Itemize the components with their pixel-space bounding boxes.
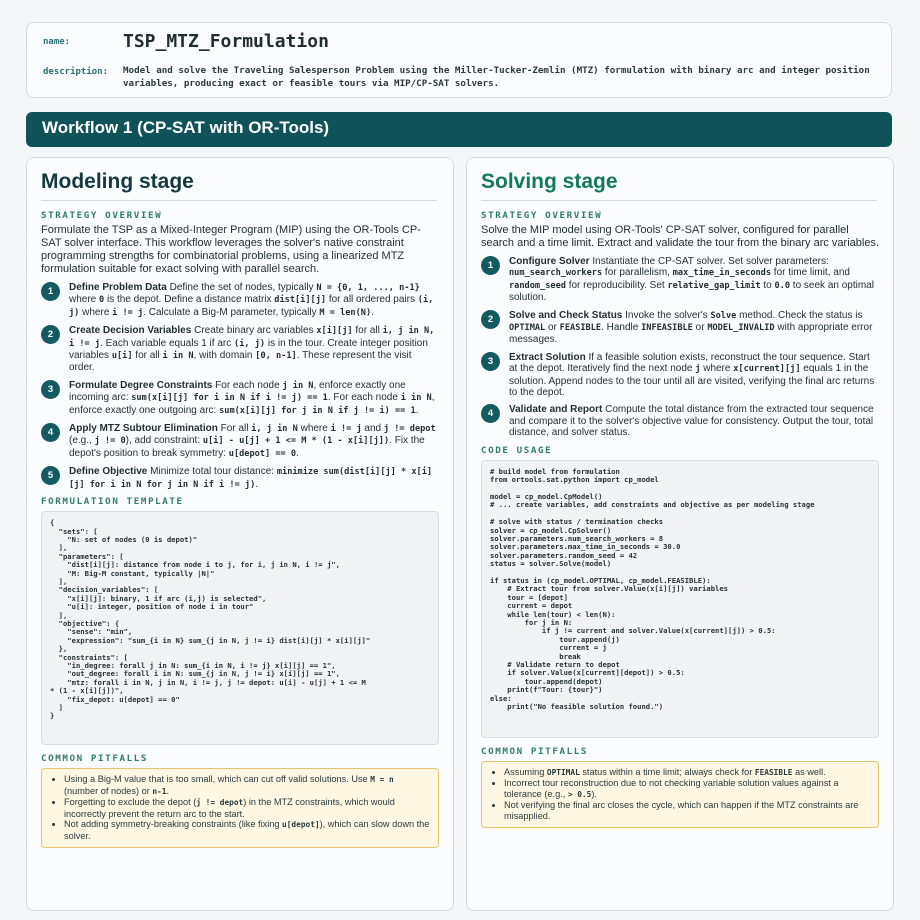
inline-code: u[i] [111,351,133,362]
inline-text: . For each node [327,392,401,404]
pitfalls-box [481,761,879,828]
inline-code: dist[i][j] [274,295,327,306]
workflow-step [41,282,439,319]
inline-text: for all [132,350,163,362]
workflow-step [41,423,439,460]
inline-text: ). [591,788,597,799]
pitfall-item [504,767,870,779]
inline-text: (number of nodes) or [64,785,153,796]
inline-text: Compute the total distance from the extracted tour sequence and compare it to the solver's objective value for consistency. Output the tour, total distance, and solver status. [509,404,874,439]
step-number-badge: 4 [41,423,60,442]
inline-text: Create binary arc variables [191,325,317,337]
inline-code: sum(x[i][j] for j in N if j != i) == 1 [219,405,416,416]
workflow-step [41,325,439,374]
inline-text: Define the set of nodes, typically [166,282,317,293]
inline-text: If a feasible solution exists, reconstruct the tour sequence. Start at the depot. Iteratively find the next node [509,351,870,375]
inline-text: Using a Big-M value that is too small, which can cut off valid solutions. Use [64,774,371,785]
inline-code: i != j [330,424,362,435]
inline-text: . Calculate a Big-M parameter, typically [143,306,320,318]
modeling-stage-title: Modeling stage [41,170,194,193]
formulation-template-code: { "sets": [ "N: set of nodes (0 is depot)" ], "parameters": [ "dist[i][j]: distance from node i to j, for i, j in N, i != j", "M: Big-M constant, typically |N|" ], "decision_variables": [ "x[i][j]: binary, 1 if arc (i,j) is selected", "u[i]: integer, position of node i in tour" ], "objective": { "sense": "min", "expression": "sum_{i in N} sum_{j in N, j != i} dist[i][j] * x[i][j]" }, "constraints": [ "in_degree: forall j in N: sum_{i in N, i != j} x[i][j] == 1", "out_degree: forall i in N: sum_{j in N, j != i} x[i][j] == 1", "mtz: forall i in N, j in N, i != j, j != depot: u[i] - u[j] + 1 <= M * (1 - x[i][j])", "fix_depot: u[depot] == 0" ] } [41,511,439,745]
inline-text: and [361,423,384,435]
inline-code: num_search_workers [509,268,603,279]
inline-code: M = n [370,775,394,785]
workflow-step [481,404,879,438]
inline-code: x[i][j] [316,326,353,337]
inline-text: Forgetting to exclude the depot ( [64,797,197,808]
inline-code: OPTIMAL [546,767,580,777]
inline-text: ), add constraint: [125,435,203,447]
pitfall-item [504,800,870,821]
inline-code: 0 [99,295,105,306]
inline-text: . [166,785,170,796]
inline-text: where [69,294,100,306]
name-key: name: [43,37,71,47]
step-title: Define Problem Data [69,282,167,293]
workflow-banner [26,112,892,147]
pitfall-item [64,774,430,797]
inline-code: n-1 [152,786,167,796]
inline-code: 0.0 [774,280,791,291]
step-number-badge: 3 [481,352,500,371]
inline-code: u[i] - u[j] + 1 <= M * (1 - x[i][j]) [202,436,390,447]
inline-code: relative_gap_limit [667,280,761,291]
modeling-steps-list [41,282,439,491]
inline-code: j != 0 [94,436,126,447]
inline-code: FEASIBLE [754,767,793,777]
step-title: Extract Solution [509,351,586,363]
pitfalls-label: COMMON PITFALLS [41,753,148,765]
inline-text: to seek an optimal solution. [509,279,874,304]
inline-code: OPTIMAL [509,323,546,334]
inline-code: max_time_in_seconds [672,268,772,279]
inline-text: equals 1 in the solution. Append nodes to the tour until all are visited, verifying the final arc returns to the depot. [509,363,875,399]
inline-text: . Fix the depot's position to break symmetry: [69,435,425,459]
inline-text: Assuming [504,766,547,777]
inline-text: with appropriate error messages. [509,322,873,346]
pitfalls-box [41,768,439,848]
step-number-badge: 1 [41,282,60,301]
inline-code: j [695,364,701,375]
inline-text: (e.g., [69,435,95,447]
workflow-step [481,256,879,304]
inline-text: Instantiate the CP-SAT solver. Set solver parameters: [589,256,829,267]
inline-text: ), which can slow down the solver. [64,819,430,842]
inline-text: . Each variable equals 1 if arc [100,337,235,349]
inline-text: , enforce exactly one outgoing arc: [69,392,435,416]
skill-header-card [26,22,892,98]
step-title: Define Objective [69,466,148,478]
formulation-template-label: FORMULATION TEMPLATE [41,496,184,508]
inline-code: M = len(N) [319,307,372,318]
pitfalls-label: COMMON PITFALLS [481,745,588,757]
inline-text: where [700,363,734,375]
strategy-overview-label: STRATEGY OVERVIEW [481,210,603,221]
inline-text: Not adding symmetry-breaking constraints (like fixing [64,819,283,830]
workflow-step [481,310,879,346]
step-title: Configure Solver [509,256,590,267]
inline-text: for parallelism, [602,267,673,279]
inline-code: j != depot [383,424,436,435]
solving-steps-list [481,256,879,439]
divider [41,200,437,201]
inline-text: status within a time limit; always check for [579,766,755,777]
inline-text: is the depot. Define a distance matrix [104,294,275,306]
step-number-badge: 5 [41,466,60,485]
inline-text: method. Check the status is [736,309,863,321]
pitfall-item [504,778,870,800]
step-title: Validate and Report [509,404,603,416]
modeling-stage-panel [26,157,454,911]
inline-code: MODEL_INVALID [707,323,775,334]
inline-code: u[depot] == 0 [228,448,297,459]
inline-text: is in the tour. Create integer position variables [69,337,428,362]
solving-stage-panel [466,157,894,911]
inline-text: as well. [792,766,826,777]
step-number-badge: 1 [481,256,500,275]
step-number-badge: 2 [481,310,500,329]
inline-text: , with domain [193,350,256,362]
inline-code: j != depot [196,798,244,808]
inline-code: i, j in N [251,424,298,435]
divider [481,200,877,201]
inline-text: ) in the MTZ constraints, which would incorrectly prevent the return arc to the start. [64,797,395,819]
step-number-badge: 4 [481,404,500,423]
skill-name: TSP_MTZ_Formulation [123,31,329,52]
inline-code: Solve [710,310,737,321]
inline-text: to [760,279,775,291]
inline-text: . These represent the visit order. [69,350,412,374]
inline-code: FEASIBLE [559,323,602,334]
step-title: Create Decision Variables [69,325,192,337]
inline-text: for reproducibility. Set [565,279,668,291]
inline-text: or [692,322,708,334]
workflow-title: Workflow 1 (CP-SAT with OR-Tools) [42,118,330,137]
inline-text: Invoke the solver's [622,309,711,321]
workflow-step [41,466,439,491]
step-number-badge: 2 [41,325,60,344]
inline-text: for all [352,325,383,337]
inline-text: . Handle [601,322,642,334]
pitfall-item [64,819,430,841]
inline-text: For each node [212,379,283,391]
pitfall-item [64,797,430,819]
inline-text: , enforce exactly one incoming arc: [69,379,406,404]
step-title: Apply MTZ Subtour Elimination [69,423,218,435]
inline-code: (i, j) [69,295,434,318]
inline-text: Minimize total tour distance: [147,466,277,478]
inline-text: where [297,423,331,435]
inline-code: i, j in N, i != j [69,326,435,349]
inline-text: For all [217,423,252,435]
inline-code: random_seed [509,280,566,291]
inline-code: u[depot] [282,820,320,830]
inline-text: for time limit, and [771,267,850,279]
step-title: Formulate Degree Constraints [69,379,213,391]
inline-text: or [545,322,560,334]
inline-code: i in N [162,351,194,362]
code-usage-block: # build model from formulation from ortools.sat.python import cp_model model = cp_model.CpModel() # ... create variables, add constraints and objective as per modeling stage # solve with status / termination checks solver = cp_model.CpSolver() solver.parameters.num_search_workers = 8 solver.parameters.max_time_in_seconds = 30.0 solver.parameters.random_seed = 42 status = solver.Solve(model) if status in (cp_model.OPTIMAL, cp_model.FEASIBLE): # Extract tour from solver.Value(x[i][j]) variables tour = [depot] current = depot while len(tour) < len(N): for j in N: if j != current and solver.Value(x[current][j]) > 0.5: tour.append(j) current = j break # Validate return to depot if solver.Value(x[current][depot]) > 0.5: tour.append(depot) print(f"Tour: {tour}") else: print("No feasible solution found.") [481,460,879,738]
inline-code: i != j [112,307,144,318]
skill-description: Model and solve the Traveling Salesperson Problem using the Miller-Tucker-Zemlin (MTZ) formulation with binary arc and integer position variables, producing exact or feasible tours via MIP/CP-SAT solvers. [123,65,870,89]
inline-text: . [371,306,374,318]
pitfalls-list [64,774,430,842]
inline-code: minimize sum(dist[i][j] * x[i][j] for i in N for j in N if i != j) [69,467,433,490]
inline-code: > 0.5 [567,789,592,799]
inline-code: INFEASIBLE [641,323,693,334]
description-key: description: [43,67,109,77]
inline-code: N = {0, 1, ..., n-1} [316,283,420,293]
code-usage-label: CODE USAGE [481,444,553,456]
inline-code: i in N [400,393,432,404]
inline-text: Not verifying the final arc closes the cycle, which can happen if the MTZ constraints are misapplied. [504,800,859,822]
strategy-overview-text: Solve the MIP model using OR-Tools' CP-SAT solver, configured for parallel search and a time limit. Extract and validate the tour from the binary arc variables. [481,224,880,249]
inline-text: . [415,404,419,416]
strategy-overview-label: STRATEGY OVERVIEW [41,210,163,221]
inline-text: . [255,478,259,490]
workflow-step [41,380,439,417]
inline-text: Incorrect tour reconstruction due to not checking variable solution values against a tolerance (e.g., [504,778,839,799]
inline-code: (i, j) [234,338,266,349]
step-title: Solve and Check Status [509,309,623,321]
inline-text: for all ordered pairs [326,294,418,306]
step-number-badge: 3 [41,380,60,399]
inline-code: j in N [282,380,314,391]
strategy-overview-text: Formulate the TSP as a Mixed-Integer Program (MIP) using the OR-Tools CP-SAT solver interface. This workflow leverages the solver's native constraint programming strengths for combinatorial problems, using a linearized MTZ formulation suitable for exact solving with parallel search. [41,224,421,275]
inline-code: [0, n-1] [255,351,297,362]
inline-code: sum(x[i][j] for i in N if i != j) == 1 [131,393,328,404]
inline-code: x[current][j] [733,364,801,375]
workflow-step [481,352,879,399]
pitfalls-list [504,767,870,822]
inline-text: . [296,447,299,459]
inline-text: where [79,306,113,318]
solving-stage-title: Solving stage [481,170,618,193]
